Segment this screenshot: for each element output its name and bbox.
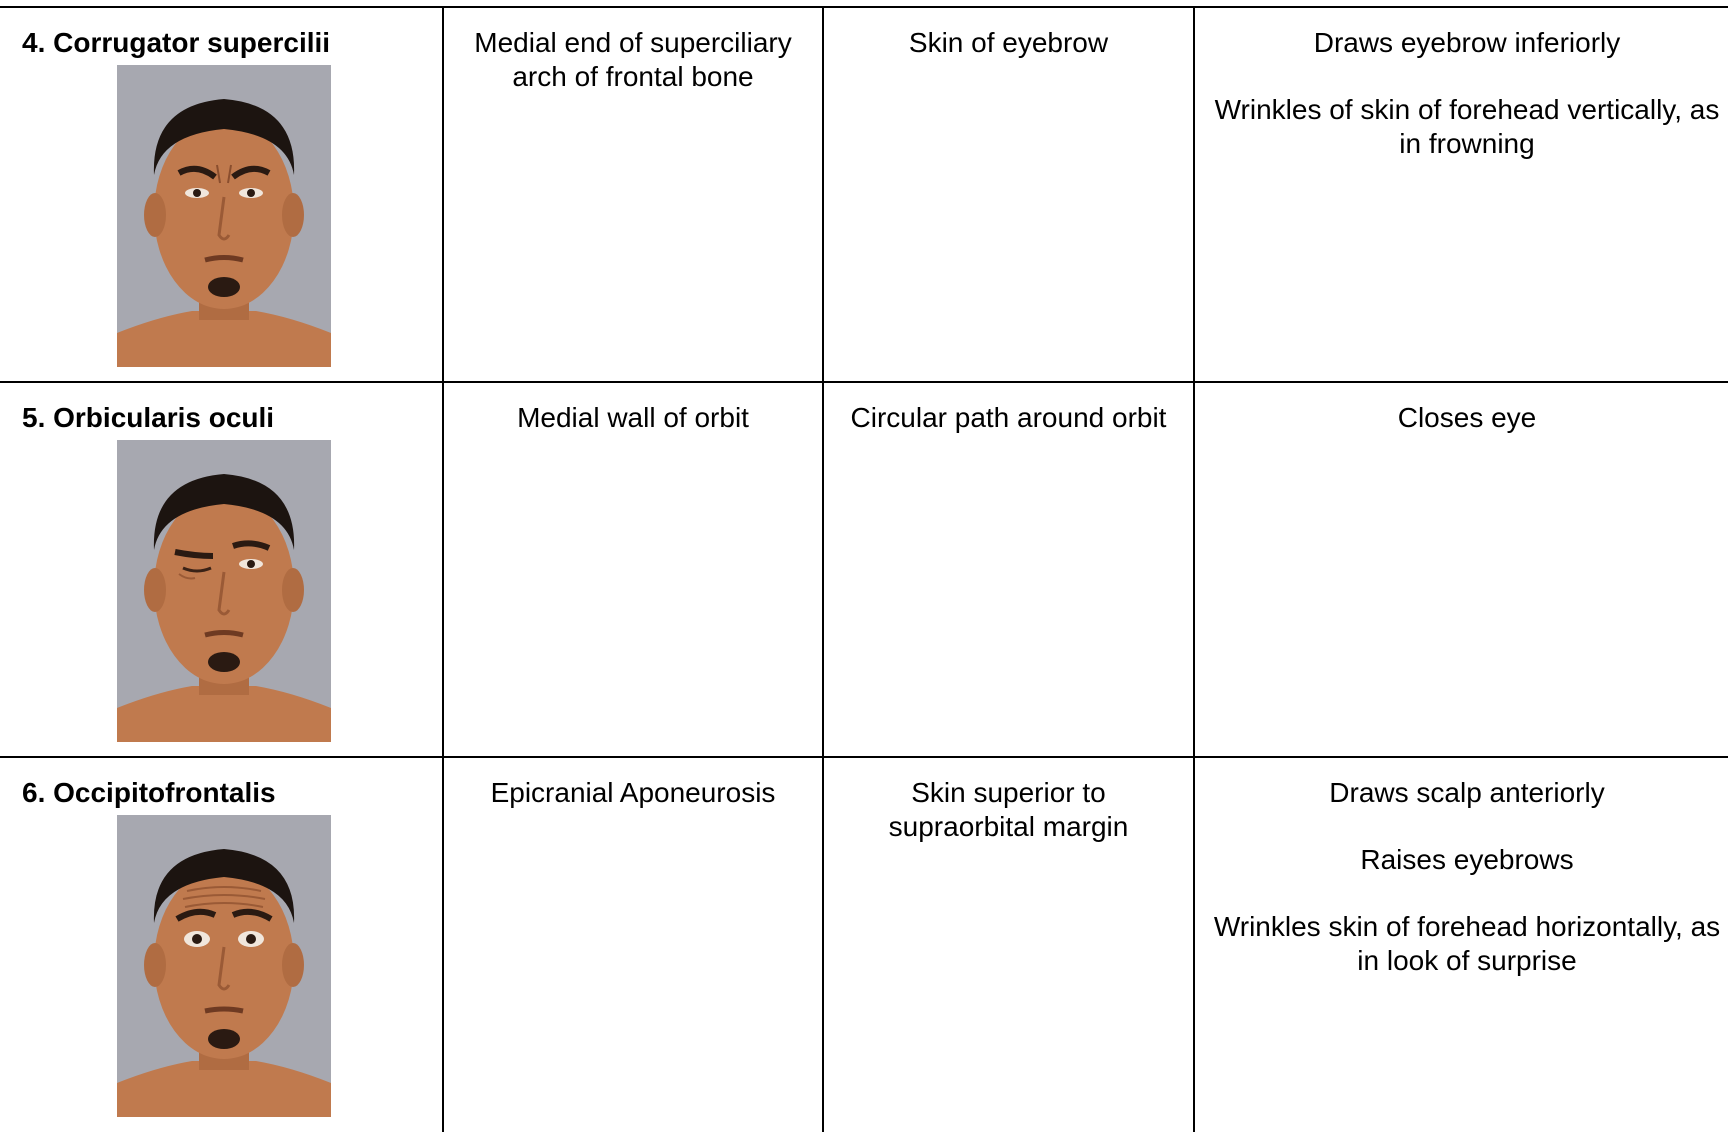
origin-text: Epicranial Aponeurosis xyxy=(490,777,776,808)
action-cell xyxy=(1194,757,1728,1132)
face-photo-frown xyxy=(117,65,331,367)
action-cell xyxy=(1194,382,1728,757)
origin-cell xyxy=(443,7,823,382)
insertion-text: Skin of eyebrow xyxy=(908,27,1109,58)
action-text: Draws eyebrow inferiorly xyxy=(1313,27,1621,58)
table-row xyxy=(0,382,1728,757)
origin-text: Medial wall of orbit xyxy=(517,402,749,433)
action-cell xyxy=(1194,7,1728,382)
muscle-name-cell xyxy=(0,757,443,1132)
face-photo-surprise xyxy=(117,815,331,1117)
muscle-name: 5. Orbicularis oculi xyxy=(22,402,275,433)
insertion-cell xyxy=(823,7,1194,382)
table-row xyxy=(0,757,1728,1132)
origin-cell xyxy=(443,382,823,757)
insertion-text: Circular path around orbit xyxy=(850,402,1167,433)
origin-cell xyxy=(443,757,823,1132)
face-photo-wink xyxy=(117,440,331,742)
muscle-name-cell xyxy=(0,7,443,382)
muscle-name: 4. Corrugator supercilii xyxy=(22,27,331,58)
muscle-name-cell xyxy=(0,382,443,757)
insertion-cell xyxy=(823,757,1194,1132)
action-text: Wrinkles of skin of forehead vertically, as in frowning xyxy=(1214,94,1720,159)
action-text: Wrinkles skin of forehead horizontally, as in look of surprise xyxy=(1213,911,1721,976)
action-text: Raises eyebrows xyxy=(1360,844,1574,875)
action-text: Draws scalp anteriorly xyxy=(1329,777,1605,808)
insertion-cell xyxy=(823,382,1194,757)
action-text: Closes eye xyxy=(1397,402,1537,433)
table-row xyxy=(0,7,1728,382)
muscle-table xyxy=(0,6,1728,1132)
origin-text: Medial end of superciliary arch of frontal bone xyxy=(474,27,792,92)
insertion-text: Skin superior to supraorbital margin xyxy=(888,777,1129,842)
muscle-name: 6. Occipitofrontalis xyxy=(22,777,276,808)
